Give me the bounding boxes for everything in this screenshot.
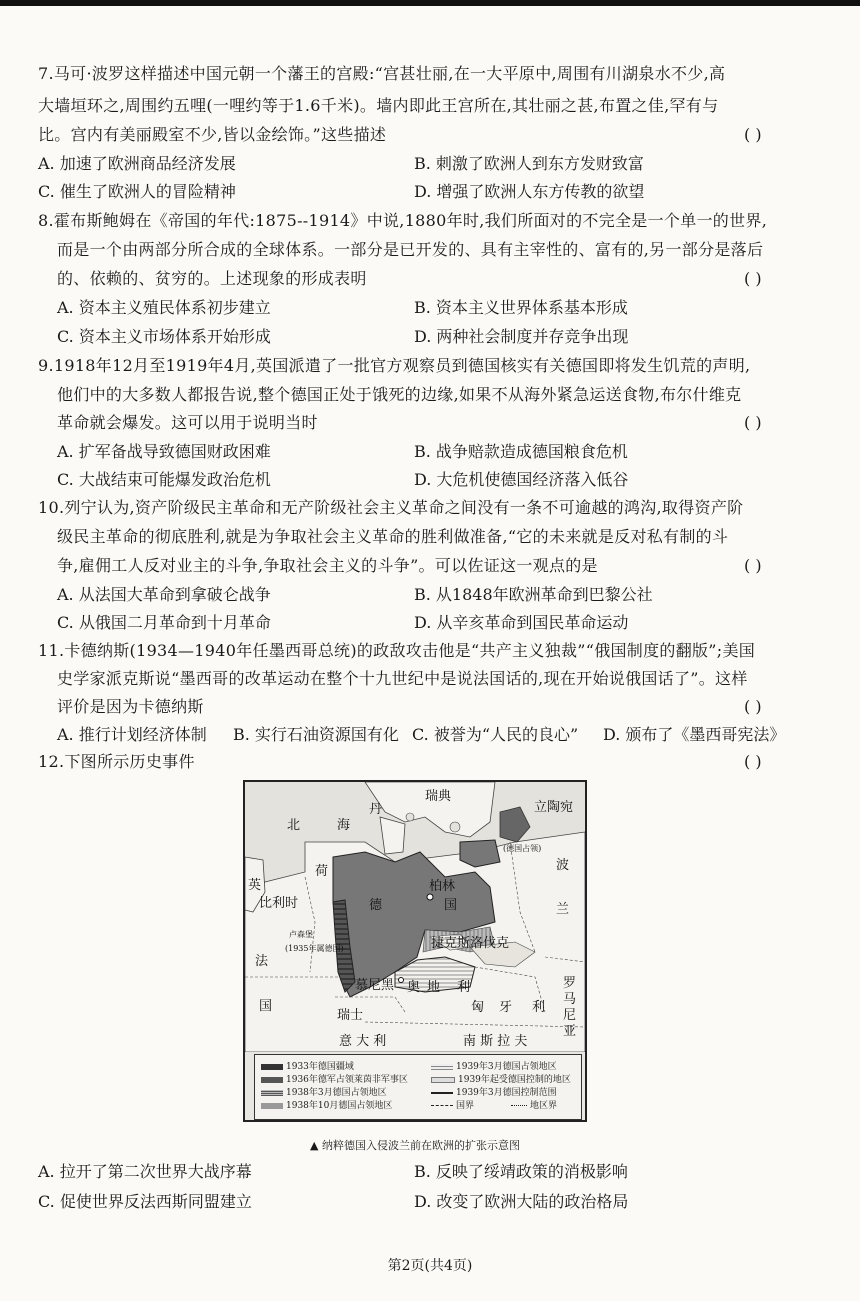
label-hungary-1: 匈 bbox=[471, 1000, 485, 1015]
q10-option-b[interactable]: B. 从1848年欧洲革命到巴黎公社 bbox=[414, 585, 653, 604]
label-germany-1: 德 bbox=[369, 898, 383, 913]
q9-answer-blank[interactable]: ( ) bbox=[744, 413, 762, 432]
label-munich: 慕尼黑 bbox=[355, 978, 395, 993]
q9-stem-line-1: 9.1918年12月至1919年4月,英国派遣了一批官方观察员到德国核实有关德国即将发生饥荒的声明, bbox=[38, 356, 751, 375]
q12-option-d[interactable]: D. 改变了欧洲大陆的政治格局 bbox=[414, 1192, 629, 1211]
label-yugoslavia: 南 斯 拉 夫 bbox=[463, 1034, 528, 1049]
legend-item-national-border: 国界 bbox=[431, 1098, 474, 1111]
label-belgium: 比利时 bbox=[259, 896, 299, 911]
q8-stem-line-2: 而是一个由两部分所合成的全球体系。一部分是已开发的、具有主宰性的、富有的,另一部分是落后 bbox=[57, 240, 764, 259]
q9-option-a[interactable]: A. 扩军备战导致德国财政困难 bbox=[57, 442, 271, 461]
q8-answer-blank[interactable]: ( ) bbox=[744, 269, 762, 288]
q9-stem-line-2: 他们中的大多数人都报告说,整个德国正处于饿死的边缘,如果不从海外紧急运送食物,布尔什维克 bbox=[57, 385, 742, 404]
legend-item-1936-rhineland: 1936年德军占领莱茵非军事区 bbox=[261, 1072, 408, 1085]
label-france-1: 法 bbox=[255, 954, 269, 969]
q11-option-a[interactable]: A. 推行计划经济体制 bbox=[57, 725, 207, 744]
q10-option-c[interactable]: C. 从俄国二月革命到十月革命 bbox=[57, 613, 271, 632]
label-netherlands: 荷 bbox=[315, 864, 329, 879]
q11-answer-blank[interactable]: ( ) bbox=[744, 697, 762, 716]
q10-stem-line-2: 级民主革命的彻底胜利,就是为争取社会主义革命的胜利做准备,“它的未来就是反对私有制的斗 bbox=[57, 527, 729, 546]
q7-stem-line-2: 大墙垣环之,周围约五哩(一哩约等于1.6千米)。墙内即此王宫所在,其壮丽之甚,布置之佳,罕有与 bbox=[38, 96, 719, 115]
q8-option-a[interactable]: A. 资本主义殖民体系初步建立 bbox=[57, 298, 271, 317]
q7-stem-line-3: 比。宫内有美丽殿室不少,皆以金绘饰。”这些描述 bbox=[38, 125, 387, 144]
q7-option-b[interactable]: B. 刺激了欧洲人到东方发财致富 bbox=[414, 154, 644, 173]
q8-stem-line-1: 8.霍布斯鲍姆在《帝国的年代:1875--1914》中说,1880年时,我们所面对的不完全是一个单一的世界, bbox=[38, 211, 768, 230]
q12-option-a[interactable]: A. 拉开了第二次世界大战序幕 bbox=[38, 1162, 252, 1181]
label-switzerland: 瑞士 bbox=[337, 1008, 364, 1023]
q9-option-b[interactable]: B. 战争赔款造成德国粮食危机 bbox=[414, 442, 628, 461]
q10-answer-blank[interactable]: ( ) bbox=[744, 556, 762, 575]
label-hungary-2: 牙 bbox=[499, 1000, 513, 1015]
lake bbox=[450, 822, 460, 832]
q10-option-d[interactable]: D. 从辛亥革命到国民革命运动 bbox=[414, 613, 629, 632]
q9-option-d[interactable]: D. 大危机使德国经济落入低谷 bbox=[414, 470, 629, 489]
q10-stem-line-1: 10.列宁认为,资产阶级民主革命和无产阶级社会主义革命之间没有一条不可逾越的鸿沟,取得资产阶 bbox=[38, 498, 744, 517]
q8-option-b[interactable]: B. 资本主义世界体系基本形成 bbox=[414, 298, 628, 317]
berlin-point bbox=[427, 894, 433, 900]
q11-option-d[interactable]: D. 颁布了《墨西哥宪法》 bbox=[603, 725, 786, 744]
label-romania-3: 尼 bbox=[563, 1008, 577, 1023]
q8-option-d[interactable]: D. 两种社会制度并存竞争出现 bbox=[414, 327, 629, 346]
label-britain: 英 bbox=[248, 878, 262, 893]
legend-item-1939-mar-occupied: 1939年3月德国占领地区 bbox=[431, 1059, 557, 1072]
munich-point bbox=[399, 978, 404, 983]
label-luxembourg: 卢森堡 bbox=[289, 930, 313, 939]
island bbox=[406, 813, 414, 821]
legend-item-1939-controlled: 1939年起受德国控制的地区 bbox=[431, 1072, 571, 1085]
q9-stem-line-3: 革命就会爆发。这可以用于说明当时 bbox=[57, 413, 318, 432]
label-austria-3: 利 bbox=[457, 980, 471, 995]
q8-option-c[interactable]: C. 资本主义市场体系开始形成 bbox=[57, 327, 271, 346]
map-caption: ▲ 纳粹德国入侵波兰前在欧洲的扩张示意图 bbox=[310, 1139, 520, 1152]
q8-stem-line-3: 的、依赖的、贫穷的。上述现象的形成表明 bbox=[57, 269, 367, 288]
legend-item-1938-oct: 1938年10月德国占领地区 bbox=[261, 1098, 392, 1111]
q11-stem-line-2: 史学家派克斯说“墨西哥的改革运动在整个十九世纪中是说法国话的,现在开始说俄国话了”。这样 bbox=[57, 669, 748, 688]
page-footer: 第2页(共4页) bbox=[387, 1258, 473, 1274]
label-hungary-3: 利 bbox=[532, 1000, 546, 1015]
q12-option-b[interactable]: B. 反映了绥靖政策的消极影响 bbox=[414, 1162, 628, 1181]
legend-item-regional-border: 地区界 bbox=[511, 1098, 557, 1111]
map-legend bbox=[254, 1054, 582, 1120]
q7-answer-blank[interactable]: ( ) bbox=[744, 125, 762, 144]
q12-option-c[interactable]: C. 促使世界反法西斯同盟建立 bbox=[38, 1192, 252, 1211]
q12-stem-line-1: 12.下图所示历史事件 bbox=[38, 752, 195, 771]
label-romania-2: 马 bbox=[563, 992, 577, 1007]
label-poland-2: 兰 bbox=[556, 902, 570, 917]
legend-item-1938-mar: 1938年3月德国占领地区 bbox=[261, 1085, 387, 1098]
label-sweden: 瑞典 bbox=[425, 789, 452, 804]
q11-stem-line-1: 11.卡德纳斯(1934—1940年任墨西哥总统)的政敌攻击他是“共产主义独裁”“俄国制度的翻版”;美国 bbox=[38, 641, 756, 660]
label-romania-4: 亚 bbox=[563, 1024, 577, 1039]
q10-stem-line-3: 争,雇佣工人反对业主的斗争,争取社会主义的斗争”。可以佐证这一观点的是 bbox=[57, 556, 598, 575]
label-italy: 意 大 利 bbox=[339, 1034, 387, 1049]
label-austria-2: 地 bbox=[427, 980, 441, 995]
q7-option-a[interactable]: A. 加速了欧洲商品经济发展 bbox=[38, 154, 236, 173]
q12-answer-blank[interactable]: ( ) bbox=[744, 752, 762, 771]
label-lithuania: 立陶宛 bbox=[534, 800, 574, 815]
q11-option-c[interactable]: C. 被誉为“人民的良心” bbox=[412, 725, 579, 744]
legend-item-1933: 1933年德国疆域 bbox=[261, 1059, 354, 1072]
label-denmark: 丹 bbox=[369, 802, 383, 817]
label-berlin: 柏林 bbox=[429, 879, 456, 894]
q7-option-c[interactable]: C. 催生了欧洲人的冒险精神 bbox=[38, 182, 236, 201]
label-saar-note: (1935年属德国) bbox=[285, 944, 344, 953]
label-germany-2: 国 bbox=[444, 898, 458, 913]
label-memel-note: (德国占领) bbox=[503, 844, 542, 853]
q10-option-a[interactable]: A. 从法国大革命到拿破仑战争 bbox=[57, 585, 271, 604]
label-austria-1: 奥 bbox=[407, 980, 421, 995]
legend-item-1939-mar-range: 1939年3月德国控制范围 bbox=[431, 1085, 557, 1098]
q11-option-b[interactable]: B. 实行石油资源国有化 bbox=[233, 725, 399, 744]
expansion-map bbox=[243, 780, 587, 1122]
q7-stem-line-1: 7.马可·波罗这样描述中国元朝一个藩王的宫殿:“宫甚壮丽,在一大平原中,周围有川湖泉水不少,高 bbox=[38, 64, 726, 83]
q7-option-d[interactable]: D. 增强了欧洲人东方传教的欲望 bbox=[414, 182, 645, 201]
label-sea: 海 bbox=[337, 818, 351, 833]
q9-option-c[interactable]: C. 大战结束可能爆发政治危机 bbox=[57, 470, 271, 489]
east-prussia bbox=[460, 840, 500, 867]
label-poland-1: 波 bbox=[556, 858, 570, 873]
label-france-2: 国 bbox=[259, 999, 273, 1014]
label-romania-1: 罗 bbox=[563, 976, 577, 991]
label-north: 北 bbox=[287, 818, 301, 833]
q11-stem-line-3: 评价是因为卡德纳斯 bbox=[57, 697, 204, 716]
label-czechoslovakia: 捷克斯洛伐克 bbox=[431, 936, 510, 951]
